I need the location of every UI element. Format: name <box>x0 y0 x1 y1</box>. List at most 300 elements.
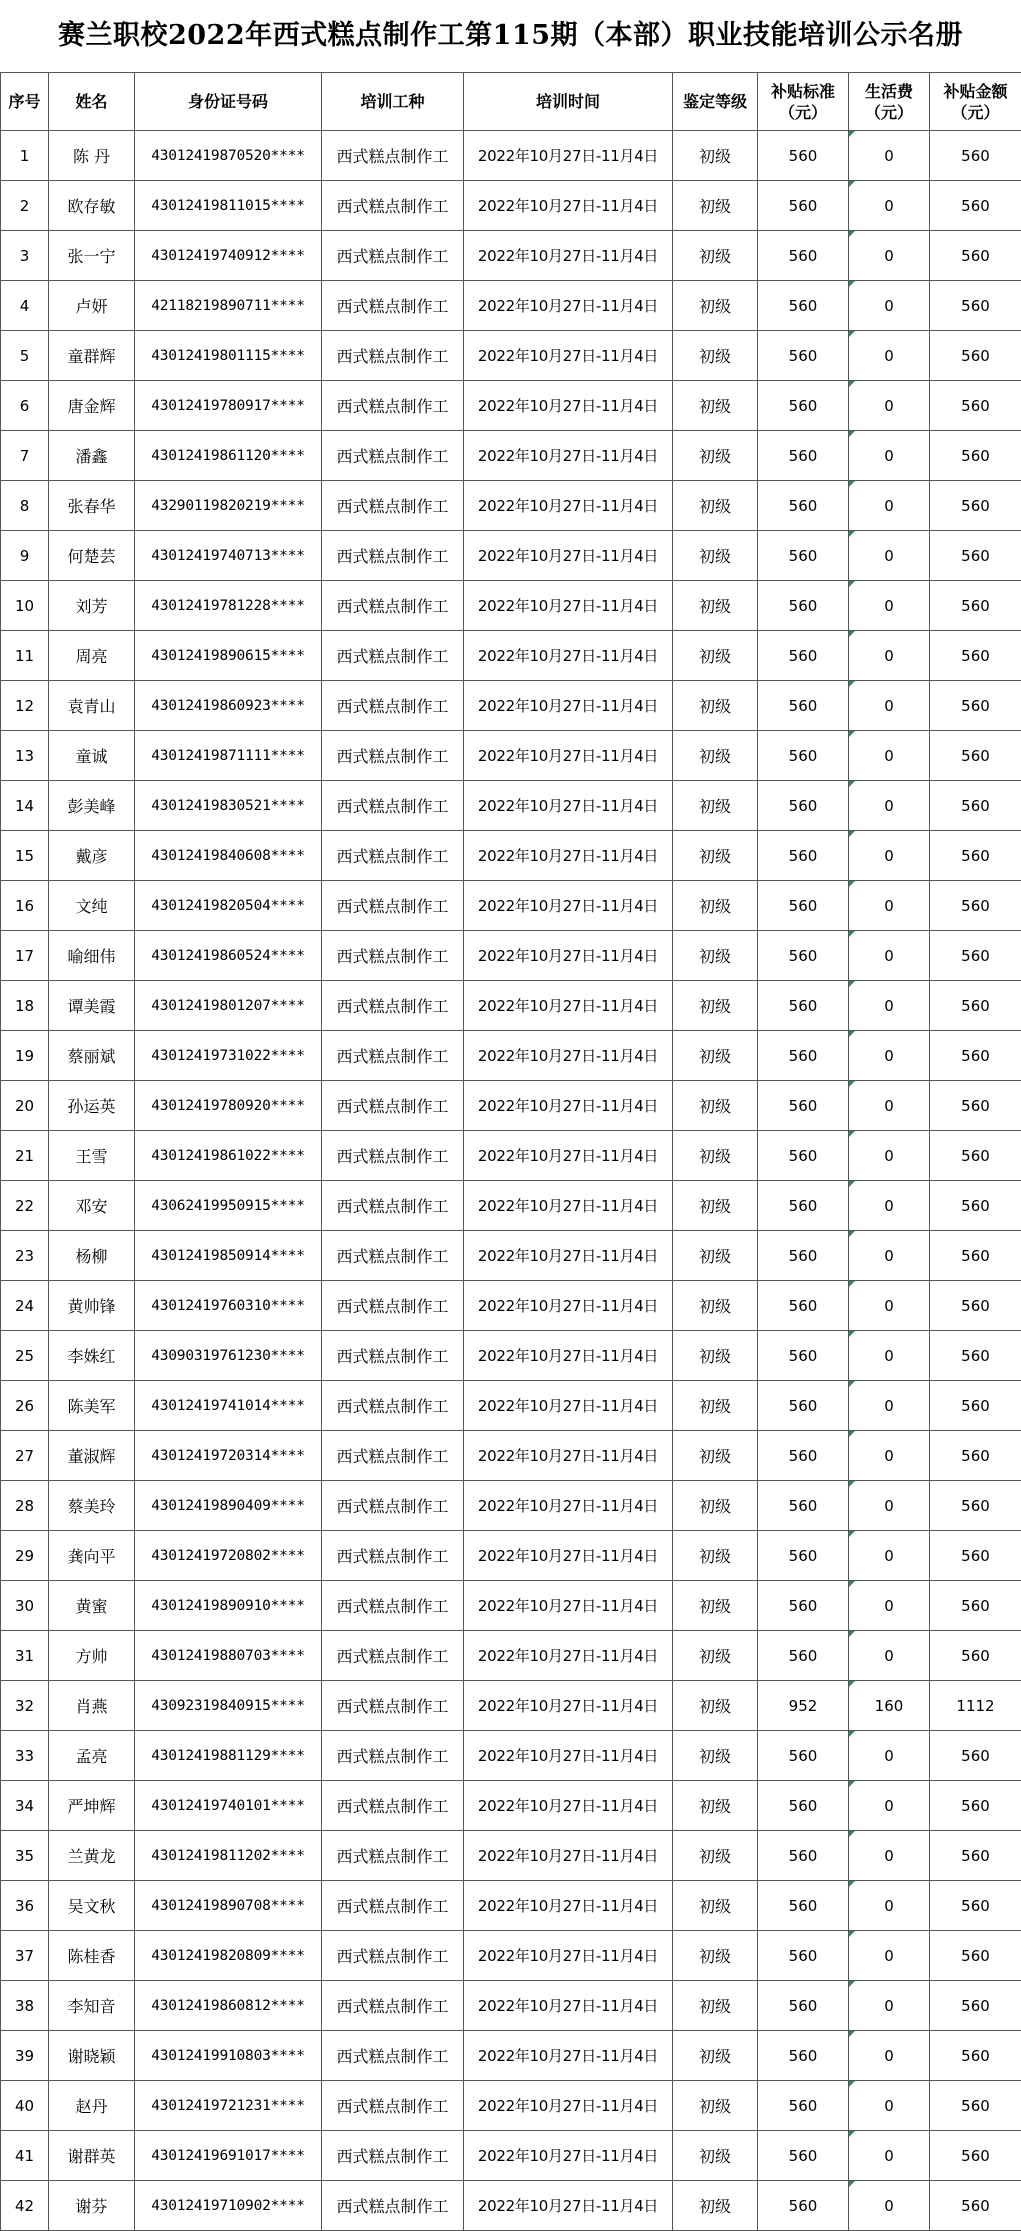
cell-level: 初级 <box>673 2131 758 2181</box>
cell-training-time: 2022年10月27日-11月4日 <box>464 781 673 831</box>
cell-training-time: 2022年10月27日-11月4日 <box>464 281 673 331</box>
cell-no: 12 <box>1 681 49 731</box>
cell-name: 谢芬 <box>49 2181 135 2231</box>
cell-job-type: 西式糕点制作工 <box>322 781 464 831</box>
cell-training-time: 2022年10月27日-11月4日 <box>464 331 673 381</box>
cell-name: 蔡丽斌 <box>49 1031 135 1081</box>
cell-job-type: 西式糕点制作工 <box>322 1681 464 1731</box>
cell-no: 18 <box>1 981 49 1031</box>
cell-training-time: 2022年10月27日-11月4日 <box>464 2181 673 2231</box>
cell-name: 何楚芸 <box>49 531 135 581</box>
cell-living-allowance: 0 <box>849 1131 930 1181</box>
cell-name: 李知音 <box>49 1981 135 2031</box>
cell-subsidy-amount: 560 <box>930 2181 1021 2231</box>
cell-name: 文纯 <box>49 881 135 931</box>
cell-job-type: 西式糕点制作工 <box>322 1781 464 1831</box>
cell-subsidy-amount: 560 <box>930 381 1021 431</box>
cell-subsidy-amount: 560 <box>930 981 1021 1031</box>
cell-living-allowance: 0 <box>849 1781 930 1831</box>
table-row <box>1 1031 1021 1081</box>
cell-job-type: 西式糕点制作工 <box>322 1731 464 1781</box>
cell-name: 黄蜜 <box>49 1581 135 1631</box>
cell-id-number: 43012419890910**** <box>135 1581 322 1631</box>
cell-name: 邓安 <box>49 1181 135 1231</box>
cell-level: 初级 <box>673 1431 758 1481</box>
cell-name: 董淑辉 <box>49 1431 135 1481</box>
cell-no: 40 <box>1 2081 49 2131</box>
cell-job-type: 西式糕点制作工 <box>322 2081 464 2131</box>
cell-subsidy-standard: 560 <box>758 1731 849 1781</box>
cell-job-type: 西式糕点制作工 <box>322 1381 464 1431</box>
header-no: 序号 <box>1 73 49 131</box>
cell-name: 严坤辉 <box>49 1781 135 1831</box>
cell-id-number: 43012419721231**** <box>135 2081 322 2131</box>
table-row <box>1 481 1021 531</box>
cell-job-type: 西式糕点制作工 <box>322 831 464 881</box>
cell-living-allowance: 0 <box>849 981 930 1031</box>
cell-subsidy-standard: 560 <box>758 231 849 281</box>
header-time: 培训时间 <box>464 73 673 131</box>
cell-id-number: 43090319761230**** <box>135 1331 322 1381</box>
cell-living-allowance: 0 <box>849 1231 930 1281</box>
cell-training-time: 2022年10月27日-11月4日 <box>464 531 673 581</box>
cell-subsidy-standard: 560 <box>758 2181 849 2231</box>
cell-id-number: 43062419950915**** <box>135 1181 322 1231</box>
cell-job-type: 西式糕点制作工 <box>322 881 464 931</box>
cell-no: 36 <box>1 1881 49 1931</box>
cell-level: 初级 <box>673 231 758 281</box>
cell-name: 黄帅锋 <box>49 1281 135 1331</box>
cell-training-time: 2022年10月27日-11月4日 <box>464 1581 673 1631</box>
cell-level: 初级 <box>673 881 758 931</box>
table-row <box>1 1531 1021 1581</box>
cell-living-allowance: 0 <box>849 1731 930 1781</box>
cell-job-type: 西式糕点制作工 <box>322 181 464 231</box>
cell-subsidy-standard: 560 <box>758 431 849 481</box>
cell-level: 初级 <box>673 1381 758 1431</box>
table-row <box>1 1331 1021 1381</box>
cell-training-time: 2022年10月27日-11月4日 <box>464 731 673 781</box>
cell-level: 初级 <box>673 681 758 731</box>
cell-id-number: 43012419850914**** <box>135 1231 322 1281</box>
cell-name: 谭美霞 <box>49 981 135 1031</box>
cell-job-type: 西式糕点制作工 <box>322 981 464 1031</box>
table-row <box>1 1281 1021 1331</box>
cell-job-type: 西式糕点制作工 <box>322 1131 464 1181</box>
cell-no: 26 <box>1 1381 49 1431</box>
cell-no: 33 <box>1 1731 49 1781</box>
cell-subsidy-amount: 560 <box>930 431 1021 481</box>
cell-no: 31 <box>1 1631 49 1681</box>
cell-subsidy-standard: 560 <box>758 931 849 981</box>
cell-job-type: 西式糕点制作工 <box>322 1931 464 1981</box>
cell-id-number: 43012419861120**** <box>135 431 322 481</box>
cell-level: 初级 <box>673 181 758 231</box>
cell-level: 初级 <box>673 2181 758 2231</box>
table-row <box>1 1481 1021 1531</box>
table-row <box>1 231 1021 281</box>
cell-training-time: 2022年10月27日-11月4日 <box>464 1481 673 1531</box>
cell-id-number: 43012419881129**** <box>135 1731 322 1781</box>
cell-training-time: 2022年10月27日-11月4日 <box>464 1981 673 2031</box>
table-row <box>1 1831 1021 1881</box>
cell-level: 初级 <box>673 1981 758 2031</box>
cell-name: 彭美峰 <box>49 781 135 831</box>
cell-no: 37 <box>1 1931 49 1981</box>
cell-job-type: 西式糕点制作工 <box>322 2031 464 2081</box>
cell-subsidy-amount: 560 <box>930 1781 1021 1831</box>
cell-subsidy-amount: 560 <box>930 831 1021 881</box>
cell-subsidy-amount: 560 <box>930 481 1021 531</box>
cell-subsidy-standard: 560 <box>758 2031 849 2081</box>
cell-id-number: 43290119820219**** <box>135 481 322 531</box>
table-row <box>1 981 1021 1031</box>
cell-subsidy-amount: 560 <box>930 1331 1021 1381</box>
header-subsidy-standard: 补贴标准（元） <box>758 73 849 131</box>
cell-id-number: 43012419811202**** <box>135 1831 322 1881</box>
header-subsidy-amount: 补贴金额（元） <box>930 73 1021 131</box>
cell-name: 童诚 <box>49 731 135 781</box>
cell-subsidy-standard: 560 <box>758 531 849 581</box>
cell-subsidy-amount: 560 <box>930 1531 1021 1581</box>
cell-level: 初级 <box>673 1531 758 1581</box>
cell-subsidy-standard: 560 <box>758 981 849 1031</box>
cell-job-type: 西式糕点制作工 <box>322 431 464 481</box>
cell-job-type: 西式糕点制作工 <box>322 1031 464 1081</box>
cell-id-number: 43012419860524**** <box>135 931 322 981</box>
cell-subsidy-amount: 560 <box>930 781 1021 831</box>
table-row <box>1 881 1021 931</box>
header-job: 培训工种 <box>322 73 464 131</box>
cell-subsidy-standard: 560 <box>758 1531 849 1581</box>
cell-level: 初级 <box>673 331 758 381</box>
cell-subsidy-amount: 560 <box>930 2081 1021 2131</box>
cell-job-type: 西式糕点制作工 <box>322 1431 464 1481</box>
cell-training-time: 2022年10月27日-11月4日 <box>464 1631 673 1681</box>
cell-living-allowance: 0 <box>849 1881 930 1931</box>
cell-living-allowance: 0 <box>849 181 930 231</box>
table-row <box>1 131 1021 181</box>
cell-subsidy-amount: 560 <box>930 631 1021 681</box>
cell-no: 1 <box>1 131 49 181</box>
cell-living-allowance: 0 <box>849 931 930 981</box>
cell-training-time: 2022年10月27日-11月4日 <box>464 881 673 931</box>
cell-subsidy-standard: 560 <box>758 831 849 881</box>
table-row <box>1 2031 1021 2081</box>
cell-job-type: 西式糕点制作工 <box>322 1581 464 1631</box>
table-row <box>1 581 1021 631</box>
cell-name: 戴彦 <box>49 831 135 881</box>
cell-level: 初级 <box>673 831 758 881</box>
cell-no: 21 <box>1 1131 49 1181</box>
cell-subsidy-standard: 560 <box>758 131 849 181</box>
cell-living-allowance: 0 <box>849 431 930 481</box>
cell-training-time: 2022年10月27日-11月4日 <box>464 1031 673 1081</box>
cell-level: 初级 <box>673 1131 758 1181</box>
cell-training-time: 2022年10月27日-11月4日 <box>464 581 673 631</box>
cell-living-allowance: 0 <box>849 731 930 781</box>
cell-subsidy-standard: 560 <box>758 581 849 631</box>
cell-living-allowance: 0 <box>849 231 930 281</box>
cell-subsidy-amount: 560 <box>930 531 1021 581</box>
cell-name: 王雪 <box>49 1131 135 1181</box>
page-title: 赛兰职校2022年西式糕点制作工第115期（本部）职业技能培训公示名册 <box>0 0 1021 72</box>
cell-name: 方帅 <box>49 1631 135 1681</box>
cell-living-allowance: 0 <box>849 1431 930 1481</box>
cell-subsidy-standard: 560 <box>758 1631 849 1681</box>
cell-subsidy-standard: 560 <box>758 1481 849 1531</box>
cell-no: 11 <box>1 631 49 681</box>
header-id: 身份证号码 <box>135 73 322 131</box>
table-row <box>1 1181 1021 1231</box>
cell-level: 初级 <box>673 1681 758 1731</box>
cell-subsidy-amount: 560 <box>930 2131 1021 2181</box>
cell-subsidy-standard: 560 <box>758 1431 849 1481</box>
cell-name: 陈桂香 <box>49 1931 135 1981</box>
cell-no: 2 <box>1 181 49 231</box>
cell-no: 38 <box>1 1981 49 2031</box>
cell-name: 周亮 <box>49 631 135 681</box>
cell-subsidy-standard: 560 <box>758 381 849 431</box>
cell-id-number: 43092319840915**** <box>135 1681 322 1731</box>
table-row <box>1 2181 1021 2231</box>
cell-training-time: 2022年10月27日-11月4日 <box>464 431 673 481</box>
cell-job-type: 西式糕点制作工 <box>322 2131 464 2181</box>
table-row <box>1 1731 1021 1781</box>
table-row <box>1 2081 1021 2131</box>
cell-training-time: 2022年10月27日-11月4日 <box>464 2081 673 2131</box>
cell-no: 13 <box>1 731 49 781</box>
cell-id-number: 42118219890711**** <box>135 281 322 331</box>
cell-living-allowance: 0 <box>849 1581 930 1631</box>
cell-subsidy-standard: 560 <box>758 1581 849 1631</box>
cell-subsidy-amount: 560 <box>930 1481 1021 1531</box>
cell-no: 9 <box>1 531 49 581</box>
cell-living-allowance: 0 <box>849 2131 930 2181</box>
table-row <box>1 1931 1021 1981</box>
cell-job-type: 西式糕点制作工 <box>322 1081 464 1131</box>
cell-name: 陈美军 <box>49 1381 135 1431</box>
cell-subsidy-amount: 560 <box>930 131 1021 181</box>
cell-subsidy-amount: 560 <box>930 731 1021 781</box>
cell-job-type: 西式糕点制作工 <box>322 1881 464 1931</box>
cell-name: 谢群英 <box>49 2131 135 2181</box>
table-row <box>1 531 1021 581</box>
cell-id-number: 43012419760310**** <box>135 1281 322 1331</box>
cell-no: 27 <box>1 1431 49 1481</box>
cell-living-allowance: 0 <box>849 531 930 581</box>
cell-subsidy-standard: 560 <box>758 781 849 831</box>
cell-job-type: 西式糕点制作工 <box>322 231 464 281</box>
cell-id-number: 43012419820809**** <box>135 1931 322 1981</box>
cell-id-number: 43012419691017**** <box>135 2131 322 2181</box>
cell-no: 20 <box>1 1081 49 1131</box>
cell-subsidy-standard: 560 <box>758 1131 849 1181</box>
cell-training-time: 2022年10月27日-11月4日 <box>464 1281 673 1331</box>
cell-id-number: 43012419820504**** <box>135 881 322 931</box>
table-row <box>1 2131 1021 2181</box>
table-row <box>1 1231 1021 1281</box>
cell-no: 28 <box>1 1481 49 1531</box>
cell-job-type: 西式糕点制作工 <box>322 581 464 631</box>
cell-living-allowance: 160 <box>849 1681 930 1731</box>
cell-name: 兰黄龙 <box>49 1831 135 1881</box>
cell-name: 潘鑫 <box>49 431 135 481</box>
cell-no: 25 <box>1 1331 49 1381</box>
header-living-allowance: 生活费（元） <box>849 73 930 131</box>
cell-living-allowance: 0 <box>849 1381 930 1431</box>
cell-subsidy-amount: 1112 <box>930 1681 1021 1731</box>
cell-level: 初级 <box>673 1931 758 1981</box>
cell-name: 张一宁 <box>49 231 135 281</box>
cell-job-type: 西式糕点制作工 <box>322 931 464 981</box>
cell-level: 初级 <box>673 1231 758 1281</box>
cell-job-type: 西式糕点制作工 <box>322 1831 464 1881</box>
cell-subsidy-standard: 560 <box>758 331 849 381</box>
cell-job-type: 西式糕点制作工 <box>322 2181 464 2231</box>
cell-subsidy-amount: 560 <box>930 1231 1021 1281</box>
cell-subsidy-standard: 560 <box>758 1981 849 2031</box>
cell-level: 初级 <box>673 1581 758 1631</box>
table-row <box>1 1381 1021 1431</box>
cell-living-allowance: 0 <box>849 1181 930 1231</box>
cell-name: 李姝红 <box>49 1331 135 1381</box>
cell-no: 29 <box>1 1531 49 1581</box>
cell-living-allowance: 0 <box>849 481 930 531</box>
cell-training-time: 2022年10月27日-11月4日 <box>464 1781 673 1831</box>
cell-subsidy-standard: 560 <box>758 1031 849 1081</box>
cell-subsidy-amount: 560 <box>930 1631 1021 1681</box>
cell-subsidy-standard: 952 <box>758 1681 849 1731</box>
cell-subsidy-standard: 560 <box>758 481 849 531</box>
cell-training-time: 2022年10月27日-11月4日 <box>464 1731 673 1781</box>
cell-subsidy-standard: 560 <box>758 681 849 731</box>
cell-job-type: 西式糕点制作工 <box>322 131 464 181</box>
cell-name: 张春华 <box>49 481 135 531</box>
cell-subsidy-amount: 560 <box>930 931 1021 981</box>
cell-living-allowance: 0 <box>849 131 930 181</box>
cell-training-time: 2022年10月27日-11月4日 <box>464 1331 673 1381</box>
cell-subsidy-amount: 560 <box>930 1581 1021 1631</box>
cell-no: 4 <box>1 281 49 331</box>
table-row <box>1 1681 1021 1731</box>
cell-training-time: 2022年10月27日-11月4日 <box>464 231 673 281</box>
cell-training-time: 2022年10月27日-11月4日 <box>464 181 673 231</box>
cell-job-type: 西式糕点制作工 <box>322 731 464 781</box>
cell-subsidy-amount: 560 <box>930 581 1021 631</box>
cell-training-time: 2022年10月27日-11月4日 <box>464 481 673 531</box>
cell-living-allowance: 0 <box>849 1331 930 1381</box>
cell-id-number: 43012419801115**** <box>135 331 322 381</box>
cell-living-allowance: 0 <box>849 331 930 381</box>
cell-subsidy-standard: 560 <box>758 1381 849 1431</box>
cell-subsidy-standard: 560 <box>758 1781 849 1831</box>
table-row <box>1 731 1021 781</box>
cell-level: 初级 <box>673 631 758 681</box>
cell-living-allowance: 0 <box>849 1481 930 1531</box>
cell-subsidy-amount: 560 <box>930 231 1021 281</box>
cell-subsidy-amount: 560 <box>930 331 1021 381</box>
table-row <box>1 1881 1021 1931</box>
cell-no: 34 <box>1 1781 49 1831</box>
cell-subsidy-amount: 560 <box>930 1381 1021 1431</box>
cell-subsidy-amount: 560 <box>930 1081 1021 1131</box>
table-body <box>1 131 1021 2231</box>
cell-level: 初级 <box>673 581 758 631</box>
header-name: 姓名 <box>49 73 135 131</box>
table-row <box>1 681 1021 731</box>
cell-level: 初级 <box>673 931 758 981</box>
cell-living-allowance: 0 <box>849 2181 930 2231</box>
cell-id-number: 43012419780920**** <box>135 1081 322 1131</box>
cell-id-number: 43012419890708**** <box>135 1881 322 1931</box>
cell-subsidy-standard: 560 <box>758 1931 849 1981</box>
cell-level: 初级 <box>673 1331 758 1381</box>
cell-living-allowance: 0 <box>849 281 930 331</box>
cell-level: 初级 <box>673 1731 758 1781</box>
cell-name: 吴文秋 <box>49 1881 135 1931</box>
cell-level: 初级 <box>673 781 758 831</box>
cell-job-type: 西式糕点制作工 <box>322 681 464 731</box>
table-row <box>1 281 1021 331</box>
cell-job-type: 西式糕点制作工 <box>322 381 464 431</box>
cell-job-type: 西式糕点制作工 <box>322 1281 464 1331</box>
cell-name: 刘芳 <box>49 581 135 631</box>
roster-table <box>0 72 1021 2231</box>
cell-id-number: 43012419870520**** <box>135 131 322 181</box>
cell-id-number: 43012419741014**** <box>135 1381 322 1431</box>
cell-no: 32 <box>1 1681 49 1731</box>
table-row <box>1 1981 1021 2031</box>
cell-id-number: 43012419860923**** <box>135 681 322 731</box>
table-row <box>1 1781 1021 1831</box>
cell-id-number: 43012419860812**** <box>135 1981 322 2031</box>
cell-name: 孟亮 <box>49 1731 135 1781</box>
cell-no: 24 <box>1 1281 49 1331</box>
cell-training-time: 2022年10月27日-11月4日 <box>464 1531 673 1581</box>
cell-training-time: 2022年10月27日-11月4日 <box>464 1881 673 1931</box>
cell-id-number: 43012419811015**** <box>135 181 322 231</box>
cell-level: 初级 <box>673 731 758 781</box>
cell-subsidy-standard: 560 <box>758 2081 849 2131</box>
cell-level: 初级 <box>673 1831 758 1881</box>
cell-name: 卢妍 <box>49 281 135 331</box>
cell-name: 谢晓颖 <box>49 2031 135 2081</box>
cell-level: 初级 <box>673 381 758 431</box>
cell-level: 初级 <box>673 1181 758 1231</box>
cell-name: 龚向平 <box>49 1531 135 1581</box>
cell-no: 15 <box>1 831 49 881</box>
cell-subsidy-amount: 560 <box>930 181 1021 231</box>
cell-training-time: 2022年10月27日-11月4日 <box>464 981 673 1031</box>
cell-no: 16 <box>1 881 49 931</box>
cell-subsidy-standard: 560 <box>758 2131 849 2181</box>
cell-subsidy-standard: 560 <box>758 181 849 231</box>
cell-training-time: 2022年10月27日-11月4日 <box>464 831 673 881</box>
cell-name: 孙运英 <box>49 1081 135 1131</box>
cell-no: 42 <box>1 2181 49 2231</box>
cell-living-allowance: 0 <box>849 1081 930 1131</box>
cell-no: 5 <box>1 331 49 381</box>
cell-level: 初级 <box>673 1081 758 1131</box>
cell-subsidy-amount: 560 <box>930 2031 1021 2081</box>
cell-subsidy-standard: 560 <box>758 731 849 781</box>
cell-living-allowance: 0 <box>849 781 930 831</box>
cell-subsidy-amount: 560 <box>930 881 1021 931</box>
cell-id-number: 43012419890615**** <box>135 631 322 681</box>
header-row <box>1 73 1021 131</box>
cell-level: 初级 <box>673 2081 758 2131</box>
